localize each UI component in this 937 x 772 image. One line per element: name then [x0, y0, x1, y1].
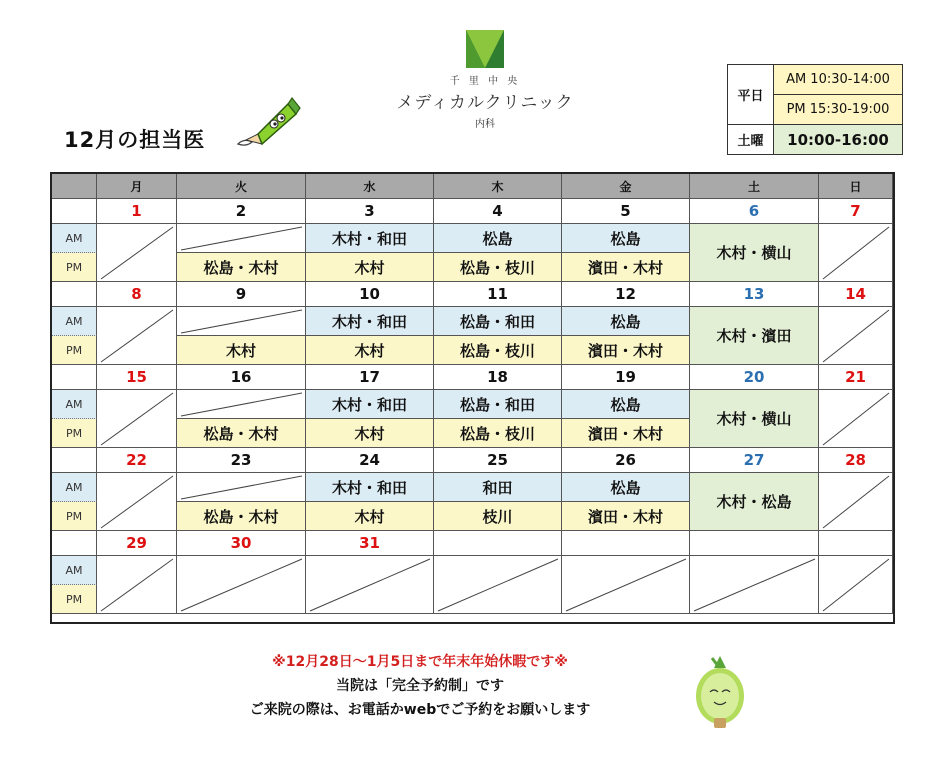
- pm-doctor-cell: 濱田・木村: [562, 419, 690, 448]
- pm-doctor-cell: 松島・枝川: [434, 336, 562, 365]
- pm-doctor-cell: 木村: [306, 502, 434, 531]
- date-cell: 3: [306, 199, 434, 224]
- day-header: 金: [562, 174, 690, 199]
- date-cell: 21: [819, 365, 893, 390]
- closed-cell: [306, 556, 434, 614]
- pm-doctor-cell: 松島・枝川: [434, 419, 562, 448]
- closed-cell: [819, 390, 893, 448]
- saturday-doctor-cell: 木村・横山: [690, 224, 819, 282]
- closed-cell: [819, 224, 893, 282]
- contact-notice: ご来院の際は、お電話かwebでご予約をお願いします: [249, 702, 591, 718]
- closed-cell: [97, 556, 177, 614]
- am-doctor-cell: 松島: [562, 224, 690, 253]
- am-label: AM: [52, 473, 97, 502]
- date-cell: 30: [177, 531, 306, 556]
- am-label: AM: [52, 307, 97, 336]
- pm-doctor-cell: 松島・枝川: [434, 253, 562, 282]
- date-cell: 15: [97, 365, 177, 390]
- date-cell: 7: [819, 199, 893, 224]
- day-header: 火: [177, 174, 306, 199]
- closed-cell: [97, 307, 177, 365]
- date-cell: 9: [177, 282, 306, 307]
- day-header: 月: [97, 174, 177, 199]
- am-doctor-cell: 松島・和田: [434, 390, 562, 419]
- pm-doctor-cell: 松島・木村: [177, 502, 306, 531]
- date-cell: 23: [177, 448, 306, 473]
- date-cell: 25: [434, 448, 562, 473]
- pm-label: PM: [52, 336, 97, 365]
- pm-label: PM: [52, 502, 97, 531]
- clinic-logo: [365, 30, 605, 142]
- pm-doctor-cell: 松島・木村: [177, 253, 306, 282]
- pm-label: PM: [52, 253, 97, 282]
- day-header: 木: [434, 174, 562, 199]
- day-header: 土: [690, 174, 819, 199]
- date-cell: 29: [97, 531, 177, 556]
- am-doctor-cell: 木村・和田: [306, 390, 434, 419]
- pm-doctor-cell: 木村: [306, 419, 434, 448]
- weekday-am-hours: AM 10:30-14:00: [774, 65, 903, 95]
- date-cell: 4: [434, 199, 562, 224]
- date-cell: 28: [819, 448, 893, 473]
- date-cell: 11: [434, 282, 562, 307]
- pm-doctor-cell: 木村: [177, 336, 306, 365]
- am-doctor-cell: 松島: [562, 307, 690, 336]
- reservation-notice: 当院は「完全予約制」です: [336, 678, 504, 694]
- date-row-spacer: [52, 282, 97, 307]
- pm-doctor-cell: 濱田・木村: [562, 502, 690, 531]
- date-cell: 5: [562, 199, 690, 224]
- clinic-department: 内科: [475, 119, 495, 130]
- closed-cell: [97, 473, 177, 531]
- footer: [150, 651, 690, 723]
- weekday-label: 平日: [728, 65, 774, 125]
- am-doctor-cell: 和田: [434, 473, 562, 502]
- date-cell: 22: [97, 448, 177, 473]
- leaf-mascot-icon: [690, 652, 750, 736]
- header-corner: [52, 174, 97, 199]
- closed-cell: [819, 307, 893, 365]
- closed-cell: [562, 556, 690, 614]
- closed-cell: [177, 390, 306, 419]
- pm-label: PM: [52, 419, 97, 448]
- closed-cell: [177, 473, 306, 502]
- date-row-spacer: [52, 531, 97, 556]
- closed-cell: [177, 556, 306, 614]
- am-doctor-cell: 木村・和田: [306, 307, 434, 336]
- closed-cell: [819, 473, 893, 531]
- date-cell: 12: [562, 282, 690, 307]
- date-cell: 26: [562, 448, 690, 473]
- date-cell: 24: [306, 448, 434, 473]
- date-cell: [562, 531, 690, 556]
- date-cell: 17: [306, 365, 434, 390]
- pen-mascot-icon: [232, 94, 302, 154]
- date-cell: 19: [562, 365, 690, 390]
- am-doctor-cell: 松島: [562, 473, 690, 502]
- pm-doctor-cell: 松島・木村: [177, 419, 306, 448]
- date-cell: 2: [177, 199, 306, 224]
- date-cell: 31: [306, 531, 434, 556]
- date-cell: [434, 531, 562, 556]
- closed-cell: [177, 224, 306, 253]
- saturday-doctor-cell: 木村・濱田: [690, 307, 819, 365]
- clinic-logo-icon: [466, 30, 504, 68]
- saturday-doctor-cell: 木村・松島: [690, 473, 819, 531]
- doctor-schedule-calendar: [50, 172, 895, 624]
- pm-doctor-cell: 枝川: [434, 502, 562, 531]
- pm-label: PM: [52, 585, 97, 614]
- saturday-doctor-cell: 木村・横山: [690, 390, 819, 448]
- date-row-spacer: [52, 199, 97, 224]
- date-cell: [690, 531, 819, 556]
- page-title: 12月の担当医: [64, 128, 206, 152]
- date-cell: 1: [97, 199, 177, 224]
- closed-cell: [434, 556, 562, 614]
- date-cell: 8: [97, 282, 177, 307]
- date-cell: 18: [434, 365, 562, 390]
- holiday-notice: ※12月28日～1月5日まで年末年始休暇です※: [272, 654, 568, 670]
- closed-cell: [819, 556, 893, 614]
- am-doctor-cell: 松島: [562, 390, 690, 419]
- am-doctor-cell: 木村・和田: [306, 473, 434, 502]
- am-doctor-cell: 木村・和田: [306, 224, 434, 253]
- closed-cell: [177, 307, 306, 336]
- day-header: 日: [819, 174, 893, 199]
- date-row-spacer: [52, 448, 97, 473]
- pm-doctor-cell: 木村: [306, 336, 434, 365]
- pm-doctor-cell: 濱田・木村: [562, 253, 690, 282]
- pm-doctor-cell: 木村: [306, 253, 434, 282]
- clinic-name-line1: 千 里 中 央: [449, 76, 521, 87]
- saturday-label: 土曜: [728, 125, 774, 155]
- weekday-pm-hours: PM 15:30-19:00: [774, 95, 903, 125]
- date-cell: 13: [690, 282, 819, 307]
- clinic-name: メディカルクリニック: [396, 93, 574, 113]
- date-cell: 14: [819, 282, 893, 307]
- date-cell: 20: [690, 365, 819, 390]
- closed-cell: [690, 556, 819, 614]
- closed-cell: [97, 224, 177, 282]
- date-cell: 10: [306, 282, 434, 307]
- am-doctor-cell: 松島: [434, 224, 562, 253]
- pm-doctor-cell: 濱田・木村: [562, 336, 690, 365]
- date-row-spacer: [52, 365, 97, 390]
- am-label: AM: [52, 556, 97, 585]
- am-label: AM: [52, 390, 97, 419]
- day-header: 水: [306, 174, 434, 199]
- hours-table: [727, 64, 903, 155]
- saturday-hours: 10:00-16:00: [774, 125, 903, 155]
- am-doctor-cell: 松島・和田: [434, 307, 562, 336]
- date-cell: [819, 531, 893, 556]
- date-cell: 27: [690, 448, 819, 473]
- date-cell: 16: [177, 365, 306, 390]
- am-label: AM: [52, 224, 97, 253]
- date-cell: 6: [690, 199, 819, 224]
- closed-cell: [97, 390, 177, 448]
